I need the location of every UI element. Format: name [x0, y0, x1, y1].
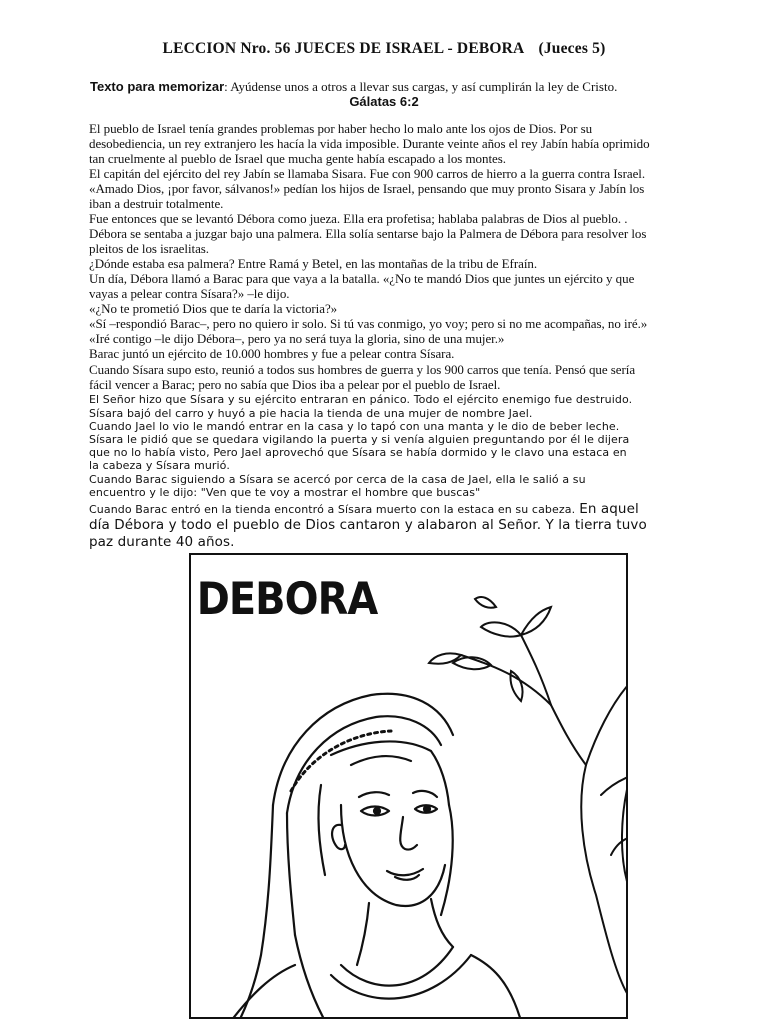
story-line: El pueblo de Israel tenía grandes problemas por haber hecho lo malo ante los ojos de Dios. Por su: [89, 121, 593, 136]
memory-verse-reference: Gálatas 6:2: [349, 94, 419, 109]
story-line: Sísara le pidió que se quedara vigilando la puerta y si venía alguien preguntando por él le dijera: [89, 433, 630, 446]
lesson-title-reference: (Jueces 5): [538, 40, 606, 57]
story-line: paz durante 40 años.: [89, 534, 235, 550]
story-line: ¿Dónde estaba esa palmera? Entre Ramá y Betel, en las montañas de la tribu de Efraín.: [89, 256, 538, 271]
story-line: pleitos de los israelitas.: [89, 241, 210, 256]
deborah-drawing: [191, 555, 628, 1019]
story-line: fácil vencer a Barac; pero no sabía que Dios iba a pelear por el pueblo de Israel.: [89, 377, 501, 392]
story-line: Cuando Barac siguiendo a Sísara se acercó por cerca de la casa de Jael, ella le salió a su: [89, 473, 586, 486]
story-line: Cuando Jael lo vio le mandó entrar en la casa y lo tapó con una manta y le dio de beber leche.: [89, 420, 620, 433]
memory-verse-text: Ayúdense unos a otros a llevar sus cargas, y así cumplirán la ley de Cristo.: [230, 79, 618, 94]
story-line: Fue entonces que se levantó Débora como jueza. Ella era profetisa; hablaba palabras de Dios al pueblo. .: [89, 211, 628, 226]
story-line-part: En aquel: [579, 501, 639, 517]
memory-verse: Texto para memorizar: Ayúdense unos a otros a llevar sus cargas, y así cumplirán la ley de Cristo.: [90, 79, 618, 94]
story-line: El Señor hizo que Sísara y su ejército entraran en pánico. Todo el ejército enemigo fue destruido.: [89, 393, 633, 406]
story-line: Cuando Sísara supo esto, reunió a todos sus hombres de guerra y los 900 carros que tenía. Pensó que sería: [89, 362, 636, 377]
illustration-heading: DEBORA: [196, 572, 378, 625]
story-line: desobediencia, un rey extranjero les hacía la vida imposible. Durante veinte años el rey Jabín había oprimido: [89, 136, 650, 151]
deborah-coloring-illustration: [189, 553, 628, 1019]
deborah-figure: [231, 694, 521, 1019]
story-line: iban a destruir totalmente.: [89, 196, 224, 211]
story-line: tan cruelmente al pueblo de Israel que mucha gente había escapado a los montes.: [89, 151, 506, 166]
lesson-title: [0, 40, 768, 58]
story-line: Sísara bajó del carro y huyó a pie hacia la tienda de una mujer de nombre Jael.: [89, 407, 533, 420]
story-line: El capitán del ejército del rey Jabín se llamaba Sisara. Fue con 900 carros de hierro a la guerra contra Israel.: [89, 166, 646, 181]
story-line: «Iré contigo –le dijo Débora–, pero ya no será tuya la gloria, sino de una mujer.»: [89, 331, 505, 346]
story-line: Barac juntó un ejército de 10.000 hombres y fue a pelear contra Sísara.: [89, 346, 455, 361]
story-line: «Amado Dios, ¡por favor, sálvanos!» pedían los hijos de Israel, pensando que muy pronto Sisara y Jabín los: [89, 181, 645, 196]
story-line: Un día, Débora llamó a Barac para que vaya a la batalla. «¿No te mandó Dios que juntes un ejército y que: [89, 271, 635, 286]
story-line: «Sí –respondió Barac–, pero no quiero ir solo. Si tú vas conmigo, yo voy; pero si no me acompañas, no iré.»: [89, 316, 648, 331]
story-line-part: Cuando Barac entró en la tienda encontró a Sísara muerto con la estaca en su cabeza.: [89, 503, 576, 516]
story-line: «¿No te prometió Dios que te daría la victoria?»: [89, 301, 338, 316]
story-line: encuentro y le dijo: "Ven que te voy a mostrar el hombre que buscas": [89, 486, 481, 499]
story-line: la cabeza y Sísara murió.: [89, 459, 230, 472]
story-line: Débora se sentaba a juzgar bajo una palmera. Ella solía sentarse bajo la Palmera de Débora para resolver los: [89, 226, 647, 241]
story-line: vayas a pelear contra Sísara?» –le dijo.: [89, 286, 290, 301]
story-line: día Débora y todo el pueblo de Dios cantaron y alabaron al Señor. Y la tierra tuvo: [89, 517, 647, 533]
tree-drawing: [429, 597, 628, 995]
story-line: que no lo había visto, Pero Jael aprovechó que Sísara se había dormido y le clavo una estaca en: [89, 446, 627, 459]
story-line: [89, 500, 639, 518]
memory-verse-label: Texto para memorizar: [90, 79, 225, 94]
lesson-title-main: LECCION Nro. 56 JUECES DE ISRAEL - DEBORA: [162, 40, 525, 57]
